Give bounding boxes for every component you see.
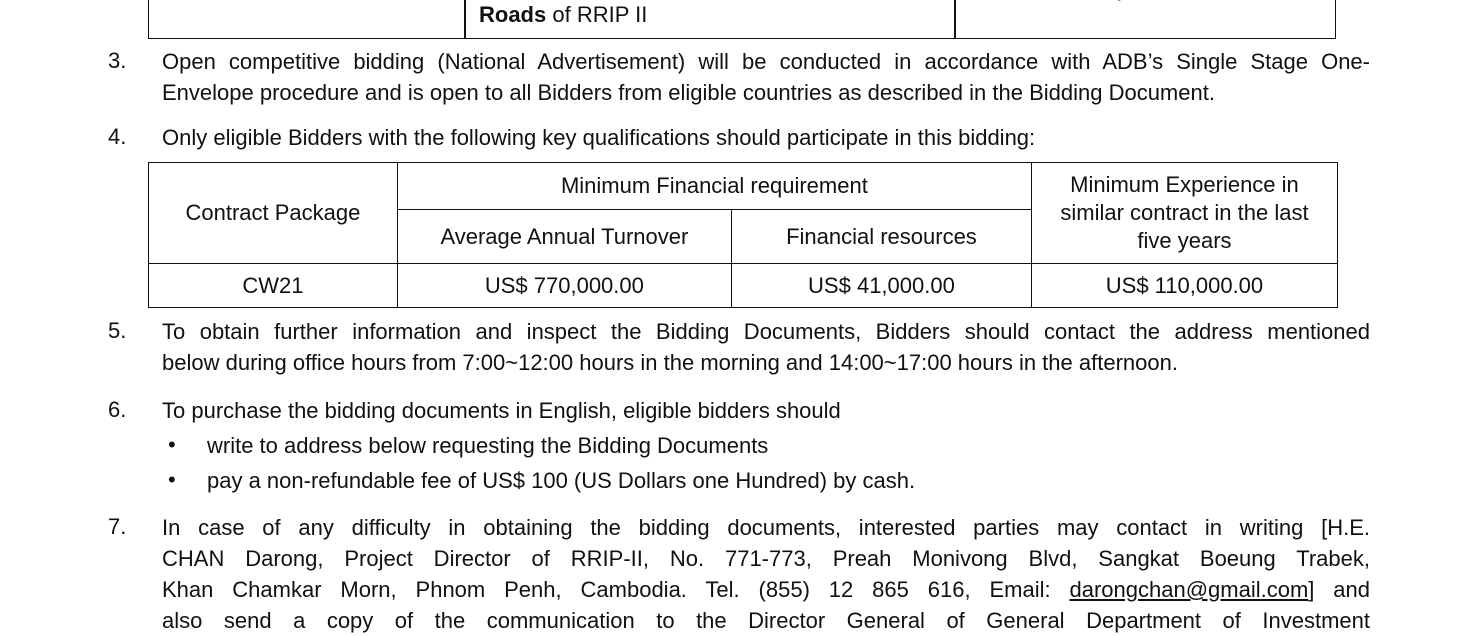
table-row: [149, 264, 1338, 308]
item-5-number: 5.: [108, 318, 127, 343]
email-link[interactable]: darongchan@gmail.com: [1069, 577, 1309, 602]
item-5-text: [162, 316, 1370, 378]
bullet-dot: •: [168, 467, 176, 492]
top-table-divider-2: [954, 0, 956, 38]
item-7-number: 7.: [108, 514, 127, 539]
cell-package: CW21: [149, 264, 398, 308]
bullet-item: pay a non-refundable fee of US$ 100 (US Dollars one Hundred) by cash.: [207, 468, 916, 493]
bullet-item: write to address below requesting the Bidding Documents: [207, 433, 769, 458]
road-label-bold: Roads: [479, 2, 547, 27]
header-experience-line-1: Minimum Experience in: [1070, 172, 1299, 197]
item-6-number: 6.: [108, 397, 127, 422]
item-7-line-4: also send a copy of the communication to the Director General of General Department of Investment: [162, 608, 1370, 633]
header-experience-line-3: five years: [1137, 228, 1232, 253]
item-3-line-2: Envelope procedure and is open to all Bidders from eligible countries as described in the Bidding Document.: [162, 80, 1215, 105]
top-table-cell-right: [985, 0, 1313, 2]
item-7-line-1: In case of any difficulty in obtaining the bidding documents, interested parties may contact in writing [H.E.: [162, 515, 1370, 540]
header-financial-resources: Financial resources: [731, 210, 1031, 264]
top-table-divider-1: [464, 0, 466, 38]
cell-turnover: US$ 770,000.00: [397, 264, 731, 308]
item-4-text: Only eligible Bidders with the following key qualifications should participate in this bidding:: [162, 125, 1036, 150]
item-3-line-1: Open competitive bidding (National Advertisement) will be conducted in accordance with ADB’s Single Stage One-: [162, 49, 1370, 74]
cell-resources: US$ 41,000.00: [731, 264, 1031, 308]
item-7-line-3: [162, 574, 1370, 605]
header-financial-requirement: Minimum Financial requirement: [397, 163, 1031, 210]
cell-experience: US$ 110,000.00: [1031, 264, 1337, 308]
item-7-text: [162, 512, 1370, 636]
top-table-cell-middle: [479, 2, 647, 28]
item-4-number: 4.: [108, 124, 127, 149]
item-5-line-1: To obtain further information and inspect the Bidding Documents, Bidders should contact the address mentioned: [162, 319, 1370, 344]
item-5-line-2: below during office hours from 7:00~12:00 hours in the morning and 14:00~17:00 hours in the afternoon.: [162, 350, 1178, 375]
item-7-line-3-post: ] and: [1308, 577, 1370, 602]
header-contract-package: Contract Package: [149, 163, 398, 264]
item-6-text: To purchase the bidding documents in English, eligible bidders should: [162, 398, 841, 423]
header-average-turnover: Average Annual Turnover: [397, 210, 731, 264]
item-3-number: 3.: [108, 48, 127, 73]
header-min-experience: [1031, 163, 1337, 264]
item-7-line-2: CHAN Darong, Project Director of RRIP-II, No. 771-773, Preah Monivong Blvd, Sangkat Boeung Trabek,: [162, 546, 1370, 571]
qualification-table: [148, 162, 1338, 308]
top-table: [148, 0, 1336, 39]
item-7-line-3-pre: Khan Chamkar Morn, Phnom Penh, Cambodia. Tel. (855) 12 865 616, Email:: [162, 577, 1070, 602]
header-experience-line-2: similar contract in the last: [1060, 200, 1309, 225]
bullet-dot: •: [168, 432, 176, 457]
road-label-rest: of RRIP II: [546, 2, 648, 27]
table-header-row-1: [149, 163, 1338, 210]
item-3-text: [162, 46, 1370, 108]
